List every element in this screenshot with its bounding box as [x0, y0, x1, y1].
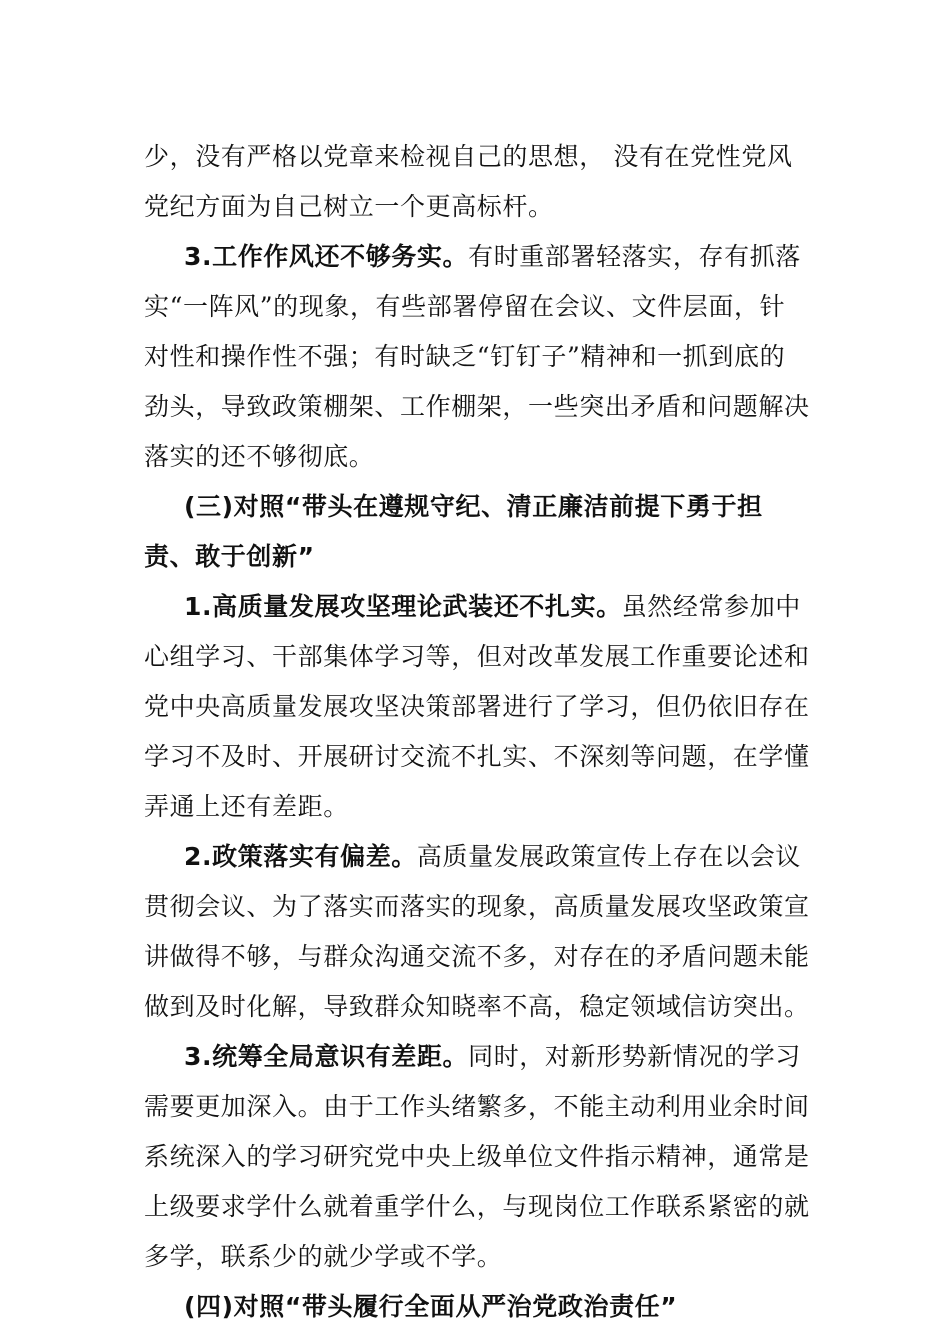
paragraph-label: 3.统筹全局意识有差距。	[184, 1042, 469, 1071]
section-heading-3: (三)对照“带头在遵规守纪、清正廉洁前提下勇于担责、敢于创新”	[144, 492, 763, 571]
paragraph-text: 高质量发展政策宣传上存在以会议贯彻会议、为了落实而落实的现象，高质量发展攻坚政策宣讲做得不够，与群众沟通交流不多，对存在的矛盾问题未能做到及时化解，导致群众知晓率不高，稳定领域信访突出。	[144, 842, 810, 1021]
paragraph-text: 虽然经常参加中心组学习、干部集体学习等，但对改革发展工作重要论述和党中央高质量发展攻坚决策部署进行了学习，但仍依旧存在学习不及时、开展研讨交流不扎实、不深刻等问题，在学懂弄通上还有差距。	[144, 592, 810, 821]
paragraph-label: 3.工作作风还不够务实。	[184, 242, 469, 271]
paragraph-policy-implementation	[144, 832, 810, 1032]
paragraph-overall-awareness	[144, 1032, 810, 1282]
paragraph-theory-study	[144, 582, 810, 832]
paragraph-label: 2.政策落实有偏差。	[184, 842, 417, 871]
document-body	[144, 132, 810, 1332]
paragraph-label: 1.高质量发展攻坚理论武装还不扎实。	[184, 592, 622, 621]
paragraph-text: 有时重部署轻落实，存有抓落实“一阵风”的现象，有些部署停留在会议、文件层面，针对性和操作性不强；有时缺乏“钉钉子”精神和一抓到底的劲头，导致政策棚架、工作棚架，一些突出矛盾和问题解决落实的还不够彻底。	[144, 242, 810, 471]
paragraph-text: 同时，对新形势新情况的学习需要更加深入。由于工作头绪繁多，不能主动利用业余时间系统深入的学习研究党中央上级单位文件指示精神，通常是上级要求学什么就着重学什么，与现岗位工作联系紧密的就多学，联系少的就少学或不学。	[144, 1042, 810, 1271]
section-heading-4: (四)对照“带头履行全面从严治党政治责任”	[184, 1292, 678, 1321]
paragraph-continuation: 少，没有严格以党章来检视自己的思想， 没有在党性党风党纪方面为自己树立一个更高标杆。	[144, 142, 793, 221]
paragraph-work-style	[144, 232, 810, 482]
